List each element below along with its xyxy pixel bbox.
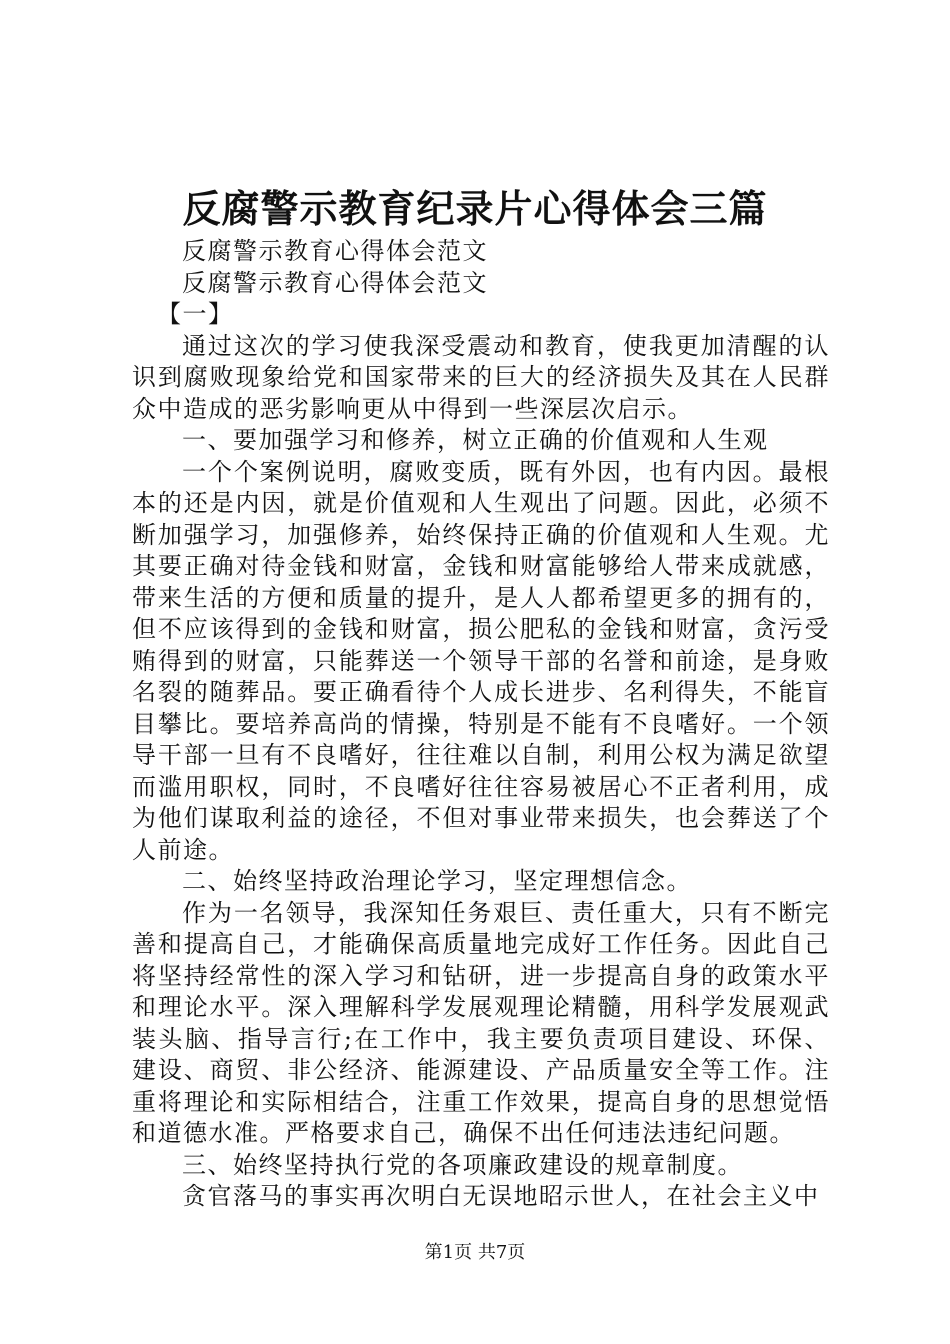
section-heading: 一、要加强学习和修养，树立正确的价值观和人生观 — [182, 426, 769, 454]
page-number: 第1页 共7页 — [424, 1242, 526, 1263]
section-heading: 二、始终坚持政治理论学习，坚定理想信念。 — [182, 867, 692, 895]
subtitle-line: 反腐警示教育心得体会范文 — [182, 237, 488, 265]
section-marker: 【一】 — [157, 300, 234, 328]
document-title: 反腐警示教育纪录片心得体会三篇 — [182, 186, 768, 231]
subtitle-line: 反腐警示教育心得体会范文 — [182, 268, 488, 297]
paragraph: 作为一名领导，我深知任务艰巨、责任重大，只有不断完善和提高自己，才能确保高质量地完成好工作任务。因此自己将坚持经常性的深入学习和钻研，进一步提高自身的政策水平和理论水平。深入理解科学发展观理论精髓，用科学发展观武装头脑、指导言行;在工作中，我主要负责项目建设、环保、建设、商贸、非公经济、能源建设、产品质量安全等工作。注重将理论和实际相结合，注重工作效果，提高自身的思想觉悟和道德水准。严格要求自己，确保不出任何违法违纪问题。 — [132, 898, 830, 1147]
paragraph: 贪官落马的事实再次明白无误地昭示世人，在社会主义中 — [182, 1182, 820, 1210]
paragraph: 一个个案例说明，腐败变质，既有外因，也有内因。最根本的还是内因，就是价值观和人生观出了问题。因此，必须不断加强学习，加强修养，始终保持正确的价值观和人生观。尤其要正确对待金钱和财富，金钱和财富能够给人带来成就感，带来生活的方便和质量的提升，是人人都希望更多的拥有的，但不应该得到的金钱和财富，损公肥私的金钱和财富，贪污受贿得到的财富，只能葬送一个领导干部的名誉和前途，是身败名裂的随葬品。要正确看待个人成长进步、名利得失，不能盲目攀比。要培养高尚的情操，特别是不能有不良嗜好。一个领导干部一旦有不良嗜好，往往难以自制，利用公权为满足欲望而滥用职权，同时，不良嗜好往往容易被居心不正者利用，成为他们谋取利益的途径，不但对事业带来损失，也会葬送了个人前途。 — [132, 457, 830, 864]
paragraph: 通过这次的学习使我深受震动和教育，使我更加清醒的认识到腐败现象给党和国家带来的巨大的经济损失及其在人民群众中造成的恶劣影响更从中得到一些深层次启示。 — [132, 331, 830, 423]
section-heading: 三、始终坚持执行党的各项廉政建设的规章制度。 — [182, 1150, 743, 1179]
document-body — [132, 236, 830, 1213]
